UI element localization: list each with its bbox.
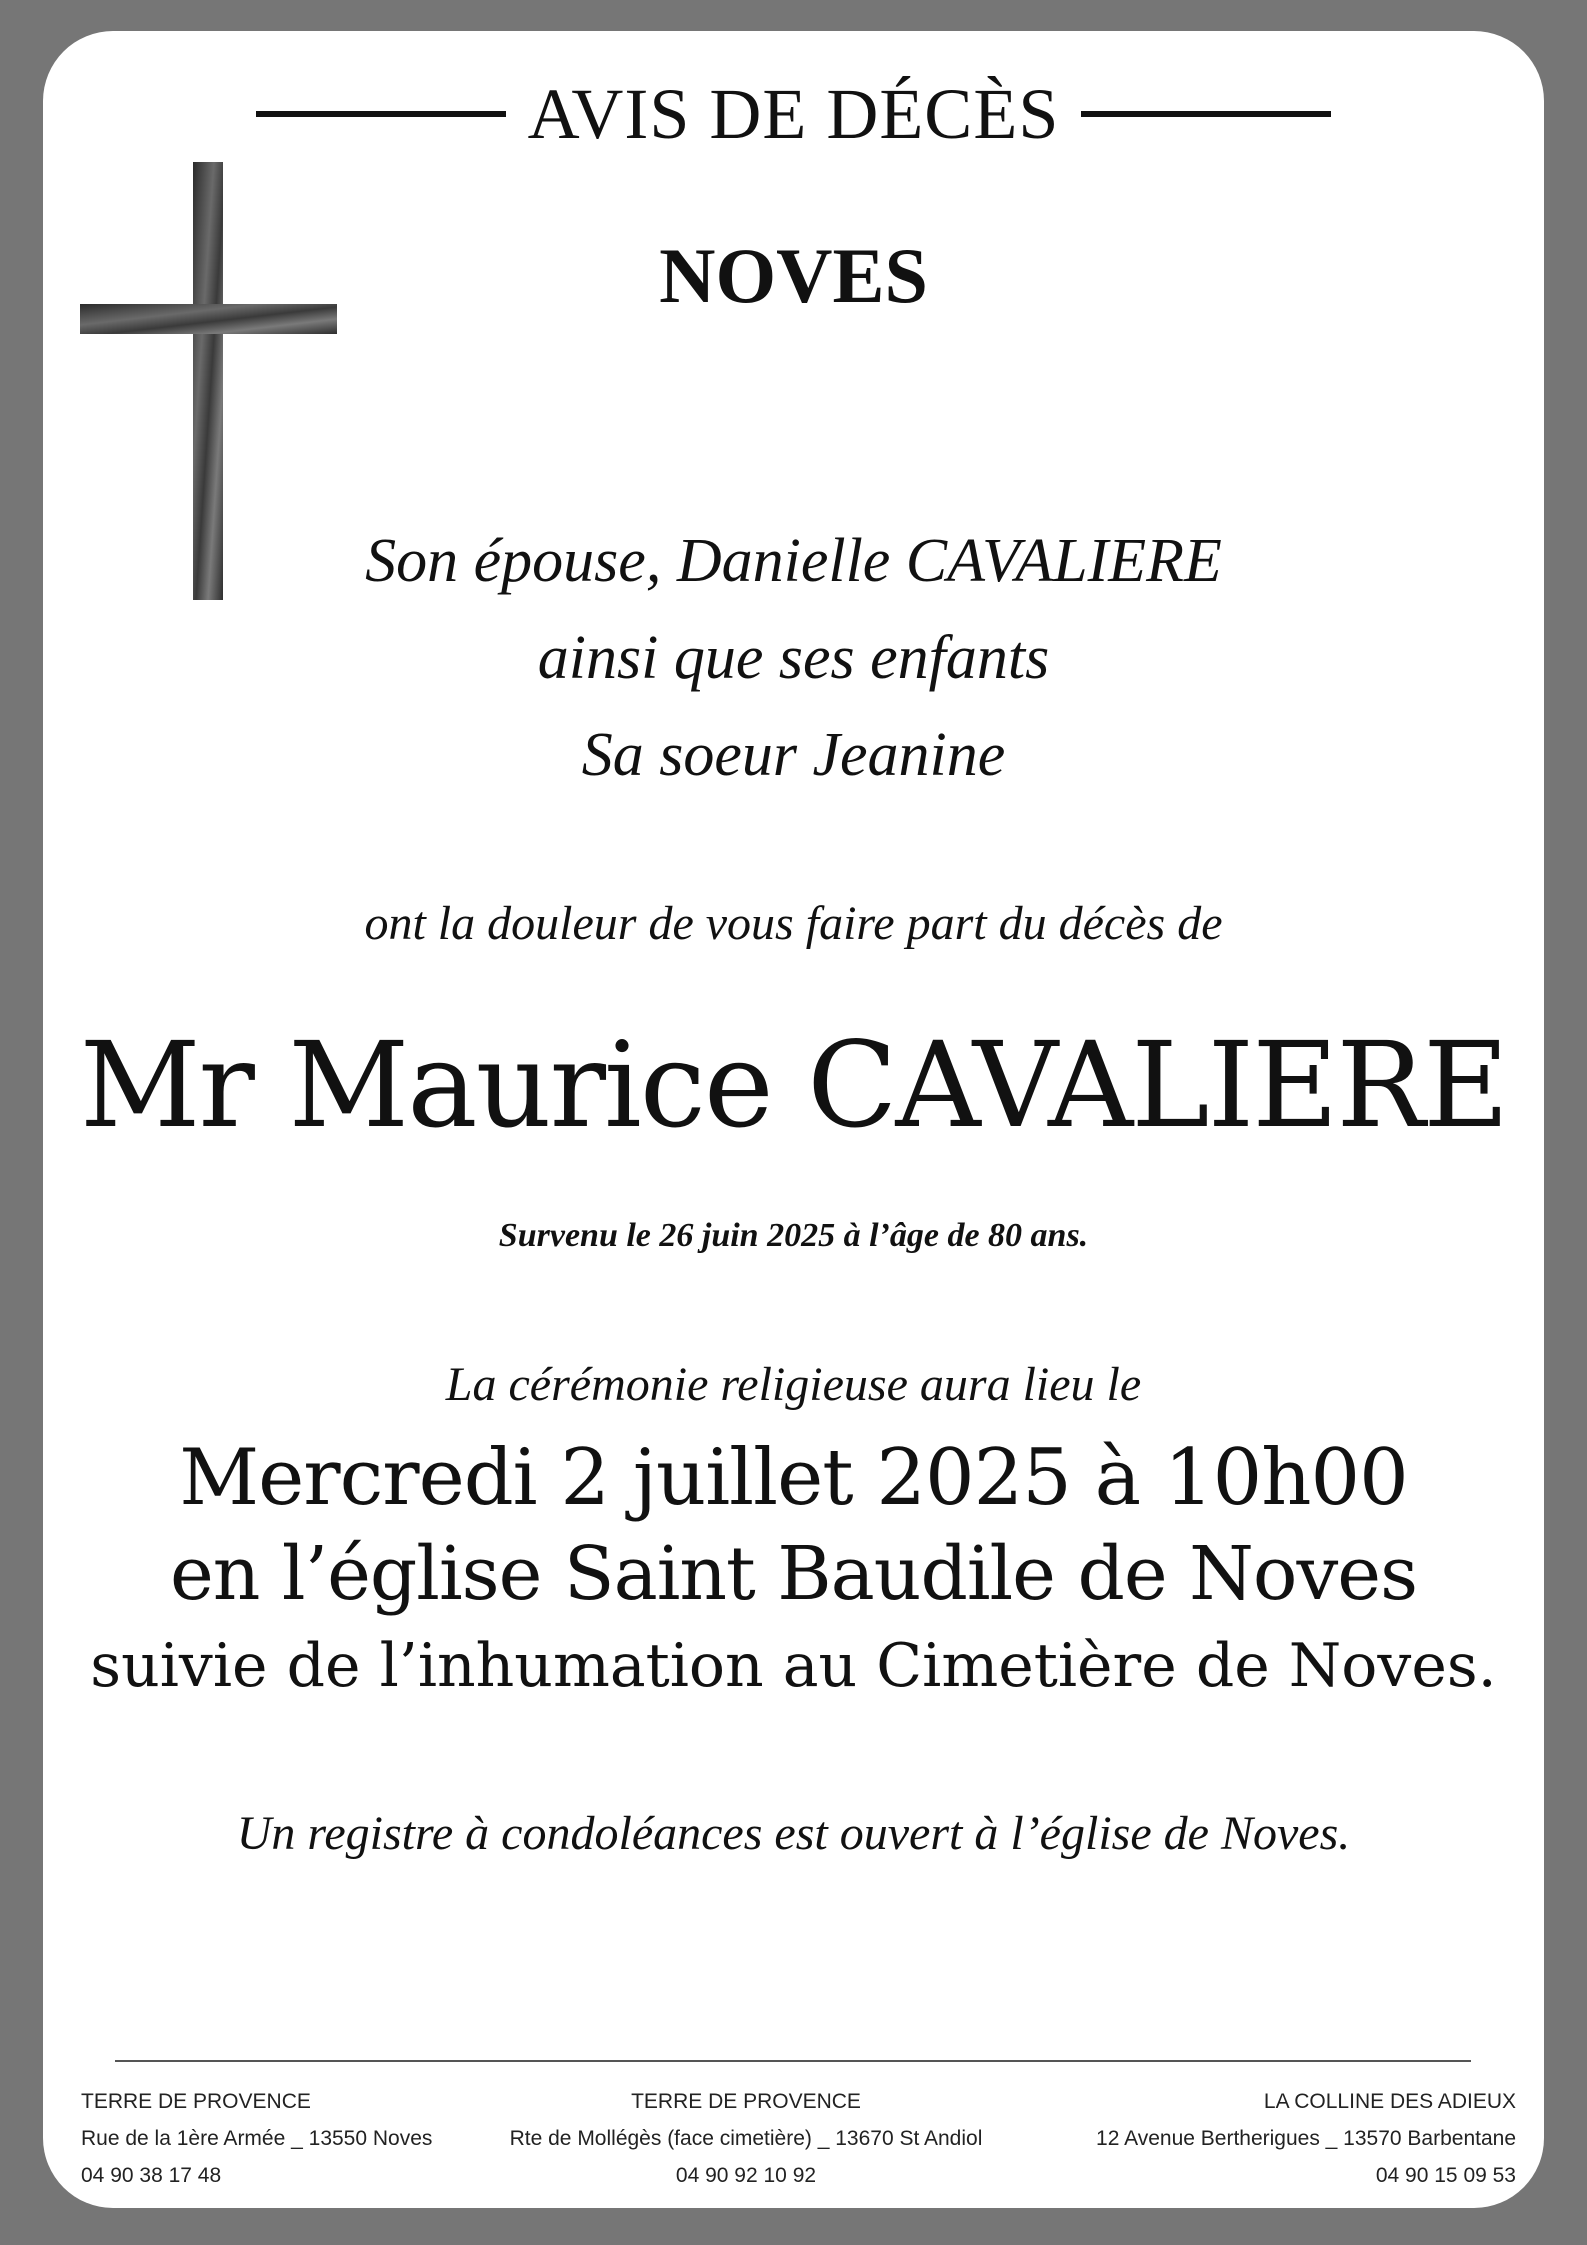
footer-phone: 04 90 92 10 92 bbox=[675, 2164, 817, 2187]
ceremony-datetime: Mercredi 2 juillet 2025 à 10h00 bbox=[179, 1433, 1408, 1523]
footer-company-name: TERRE DE PROVENCE bbox=[81, 2090, 311, 2113]
header bbox=[43, 69, 1544, 159]
condolences-text: Un registre à condoléances est ouvert à l’église de Noves. bbox=[236, 1807, 1351, 1860]
header-rule-right bbox=[1081, 111, 1331, 117]
footer-address: Rue de la 1ère Armée _ 13550 Noves bbox=[81, 2127, 433, 2150]
footer-contact-2 bbox=[491, 2083, 1001, 2194]
footer-contact-1 bbox=[81, 2083, 432, 2194]
ceremony-intro: La cérémonie religieuse aura lieu le bbox=[445, 1358, 1142, 1411]
page-title: AVIS DE DÉCÈS bbox=[527, 74, 1060, 154]
footer-phone: 04 90 15 09 53 bbox=[1375, 2164, 1516, 2187]
family-line-3: Sa soeur Jeanine bbox=[581, 721, 1006, 789]
announcement-text: ont la douleur de vous faire part du décès de bbox=[364, 897, 1223, 950]
header-rule-left bbox=[256, 111, 506, 117]
notice-card bbox=[43, 31, 1544, 2208]
deceased-name: Mr Maurice CAVALIERE bbox=[79, 1016, 1508, 1154]
footer-address: 12 Avenue Bertherigues _ 13570 Barbentane bbox=[1096, 2127, 1516, 2150]
family-line-1: Son épouse, Danielle CAVALIERE bbox=[365, 527, 1222, 595]
footer-divider bbox=[115, 2060, 1471, 2062]
death-info: Survenu le 26 juin 2025 à l’âge de 80 ans. bbox=[498, 1217, 1089, 1254]
footer-contact-3 bbox=[1096, 2083, 1516, 2194]
footer-company-name: TERRE DE PROVENCE bbox=[631, 2090, 861, 2113]
ceremony-place: en l’église Saint Baudile de Noves bbox=[169, 1531, 1418, 1617]
family-line-2: ainsi que ses enfants bbox=[537, 624, 1050, 692]
footer-company-name: LA COLLINE DES ADIEUX bbox=[1263, 2090, 1516, 2113]
burial-info: suivie de l’inhumation au Cimetière de Noves. bbox=[90, 1631, 1497, 1701]
footer-phone: 04 90 38 17 48 bbox=[81, 2164, 222, 2187]
city-name: NOVES bbox=[659, 232, 928, 319]
footer-address: Rte de Mollégès (face cimetière) _ 13670 St Andiol bbox=[509, 2127, 983, 2150]
